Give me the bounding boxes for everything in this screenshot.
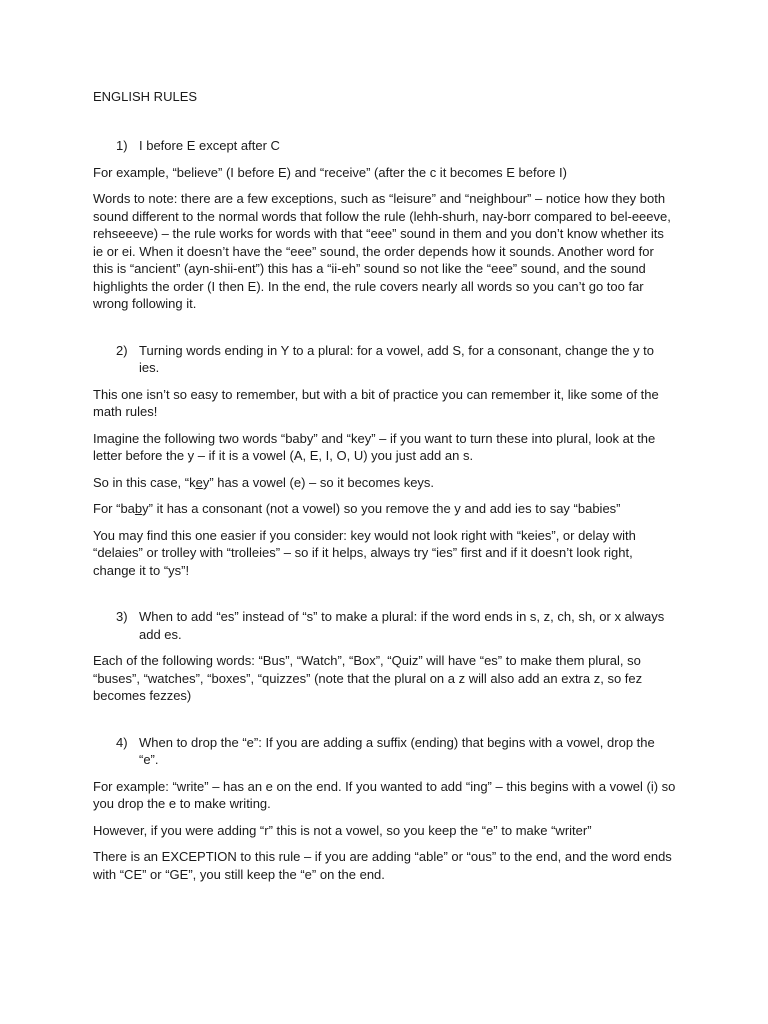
rule-3-number: 3) bbox=[116, 609, 128, 624]
rule-2-paragraph: Imagine the following two words “baby” and “key” – if you want to turn these into plural, look at the letter before the y – if it is a vowel (A, E, I, O, U) you just add an s. bbox=[93, 430, 656, 463]
baby-example-after: y” it has a consonant (not a vowel) so you remove the y and add ies to say “babies” bbox=[142, 501, 621, 516]
baby-example-underlined-letter: b bbox=[134, 501, 143, 516]
section-spacer bbox=[93, 588, 677, 608]
document-title: ENGLISH RULES bbox=[93, 89, 198, 104]
rule-4-number: 4) bbox=[116, 734, 128, 750]
rule-4-heading bbox=[93, 734, 677, 769]
rule-2-baby-example bbox=[93, 500, 677, 518]
rule-1-number: 1) bbox=[116, 138, 128, 153]
rule-1-heading bbox=[93, 137, 677, 155]
rule-2-closing-paragraph: You may find this one easier if you consider: key would not look right with “keies”, or delay with “delaies” or trolley with “trolleies” – so if it helps, always try “ies” first and if it doesn’t look right, change it to “ys”! bbox=[93, 527, 636, 578]
rule-1-paragraph: For example, “believe” (I before E) and “receive” (after the c it becomes E before I) bbox=[93, 164, 567, 180]
section-spacer bbox=[93, 714, 677, 734]
rule-2-heading-text: Turning words ending in Y to a plural: for a vowel, add S, for a consonant, change the y to ies. bbox=[139, 342, 655, 375]
rule-2-paragraph: This one isn’t so easy to remember, but with a bit of practice you can remember it, like some of the math rules! bbox=[93, 386, 659, 419]
rule-2-heading bbox=[93, 342, 677, 377]
rule-4-paragraph: However, if you were adding “r” this is not a vowel, so you keep the “e” to make “writer” bbox=[93, 822, 592, 838]
key-example-before: So in this case, “k bbox=[93, 474, 196, 490]
document-page bbox=[93, 88, 677, 892]
key-example-after: y” has a vowel (e) – so it becomes keys. bbox=[202, 474, 435, 490]
rule-4-paragraph: There is an EXCEPTION to this rule – if you are adding “able” or “ous” to the end, and the word ends with “CE” or “GE”, you still keep the “e” on the end. bbox=[93, 849, 672, 882]
rule-4-heading-text: When to drop the “e”: If you are adding a suffix (ending) that begins with a vowel, drop the “e”. bbox=[139, 734, 655, 767]
key-example-underlined-letter: e bbox=[195, 474, 203, 490]
rule-1-paragraph: Words to note: there are a few exceptions, such as “leisure” and “neighbour” – notice how they both sound different to the normal words that follow the rule (lehh-shurh, nay-borr compared to bel-eeeve, rehseeeve) – the rule works for words with that “eee” sound in them and you don’t know whether its ie or ei. When it doesn’t have the “eee” sound, the order depends how it sounds. Another word for this is “ancient” (ayn-shii-ent”) this has a “ii-eh” sound so not like the “eee” sound, and the sound highlights the order (I then E). In the end, the rule covers nearly all words so you can’t go too far wrong following it. bbox=[93, 191, 671, 311]
rule-4-paragraph: For example: “write” – has an e on the end. If you wanted to add “ing” – this begins with a vowel (i) so you drop the e to make writing. bbox=[93, 778, 676, 811]
rule-1-heading-text: I before E except after C bbox=[139, 138, 280, 153]
rule-3-heading-text: When to add “es” instead of “s” to make a plural: if the word ends in s, z, ch, sh, or x always add es. bbox=[139, 609, 665, 642]
rule-2-key-example bbox=[93, 474, 677, 492]
rule-2-number: 2) bbox=[116, 342, 128, 358]
rule-3-heading bbox=[93, 608, 677, 643]
baby-example-before: For “ba bbox=[93, 501, 135, 516]
rule-3-paragraph: Each of the following words: “Bus”, “Watch”, “Box”, “Quiz” will have “es” to make them plural, so “buses”, “watches”, “boxes”, “quizzes” (note that the plural on a z will also add an extra z, so fez becomes fezzes) bbox=[93, 653, 643, 703]
section-spacer bbox=[93, 322, 677, 342]
